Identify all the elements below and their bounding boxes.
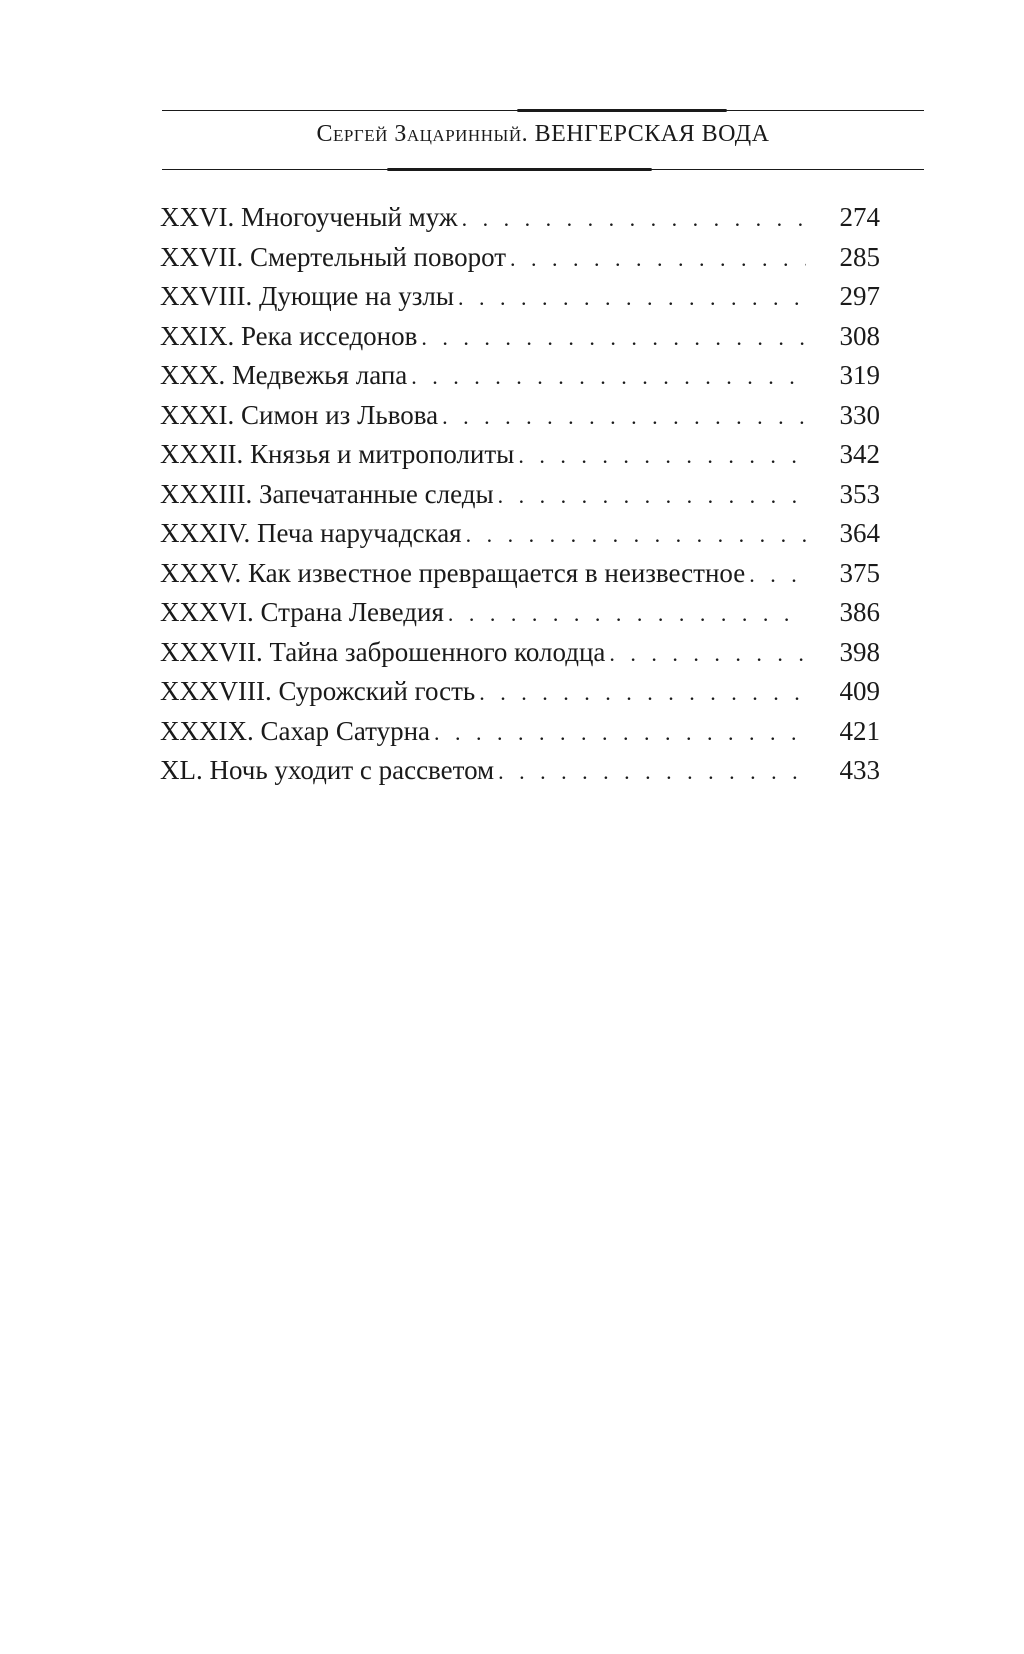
toc-entry-page: 274 [839, 202, 880, 232]
header-book-title: ВЕНГЕРСКАЯ ВОДА [534, 121, 770, 147]
toc-entry-page: 421 [839, 715, 880, 746]
toc-entry [160, 277, 880, 317]
toc-entry [160, 238, 880, 278]
toc-entry [160, 751, 880, 791]
toc-entry [160, 672, 880, 712]
toc-dot-leader [518, 436, 806, 476]
toc-entry [160, 356, 880, 396]
header-bottom-rule-accent [387, 168, 652, 171]
toc-entry-title: XXXVII. Тайна заброшенного колодца [160, 636, 606, 667]
toc-dot-leader [442, 397, 806, 437]
toc-dot-leader [458, 278, 806, 318]
toc-entry-title: XXVIII. Дующие на узлы [160, 281, 454, 311]
toc-entry [160, 633, 880, 673]
toc-entry-page: 398 [839, 636, 880, 667]
toc-entry-page: 330 [839, 399, 880, 430]
toc-entry-title: XXXVI. Страна Леведия [160, 597, 444, 627]
toc-dot-leader [434, 713, 806, 753]
toc-dot-leader [498, 476, 806, 516]
toc-entry-page: 353 [839, 478, 880, 509]
header-top-rule-accent [517, 109, 727, 112]
toc-entry-page: 297 [839, 281, 880, 311]
toc-dot-leader [448, 594, 806, 634]
toc-entry [160, 514, 880, 554]
toc-entry [160, 593, 880, 633]
toc-entry-page: 364 [839, 518, 880, 548]
toc-entry-title: XL. Ночь уходит с рассветом [160, 755, 495, 785]
toc-entry-title: XXXVIII. Сурожский гость [160, 676, 476, 706]
toc-entry-title: XXXI. Симон из Львова [160, 399, 439, 430]
header-title [162, 121, 924, 148]
toc-dot-leader [411, 357, 806, 397]
table-of-contents [160, 198, 880, 791]
toc-entry-page: 375 [839, 557, 880, 588]
toc-entry-title: XXIX. Река исседонов [160, 320, 418, 351]
toc-entry-page: 433 [839, 755, 880, 785]
toc-entry [160, 554, 880, 594]
toc-entry-title: XXVII. Смертельный поворот [160, 241, 507, 272]
toc-entry [160, 396, 880, 436]
toc-entry-title: XXVI. Многоученый муж [160, 202, 458, 232]
toc-entry-page: 319 [839, 360, 880, 390]
toc-dot-leader [749, 555, 806, 595]
toc-entry-page: 409 [839, 676, 880, 706]
toc-entry-title: XXX. Медвежья лапа [160, 360, 408, 390]
toc-entry [160, 435, 880, 475]
toc-entry-page: 285 [839, 241, 880, 272]
toc-dot-leader [498, 752, 806, 792]
toc-entry-title: XXXII. Князья и митрополиты [160, 439, 515, 469]
toc-entry [160, 317, 880, 357]
toc-entry-title: XXXV. Как известное превращается в неизвестное [160, 557, 746, 588]
toc-dot-leader [421, 318, 806, 358]
toc-dot-leader [462, 199, 806, 239]
toc-entry-page: 342 [839, 439, 880, 469]
toc-dot-leader [466, 515, 806, 555]
toc-entry-page: 308 [839, 320, 880, 351]
toc-entry-title: XXXIV. Печа наручадская [160, 518, 462, 548]
toc-entry-title: XXXIII. Запечатанные следы [160, 478, 494, 509]
toc-entry-title: XXXIX. Сахар Сатурна [160, 715, 431, 746]
toc-entry [160, 198, 880, 238]
toc-dot-leader [609, 634, 806, 674]
header-author: Сергей Зацаринный. [316, 121, 529, 147]
toc-dot-leader [510, 239, 806, 279]
running-header [162, 108, 924, 172]
toc-entry-page: 386 [839, 597, 880, 627]
toc-entry [160, 475, 880, 515]
toc-entry [160, 712, 880, 752]
toc-dot-leader [479, 673, 806, 713]
